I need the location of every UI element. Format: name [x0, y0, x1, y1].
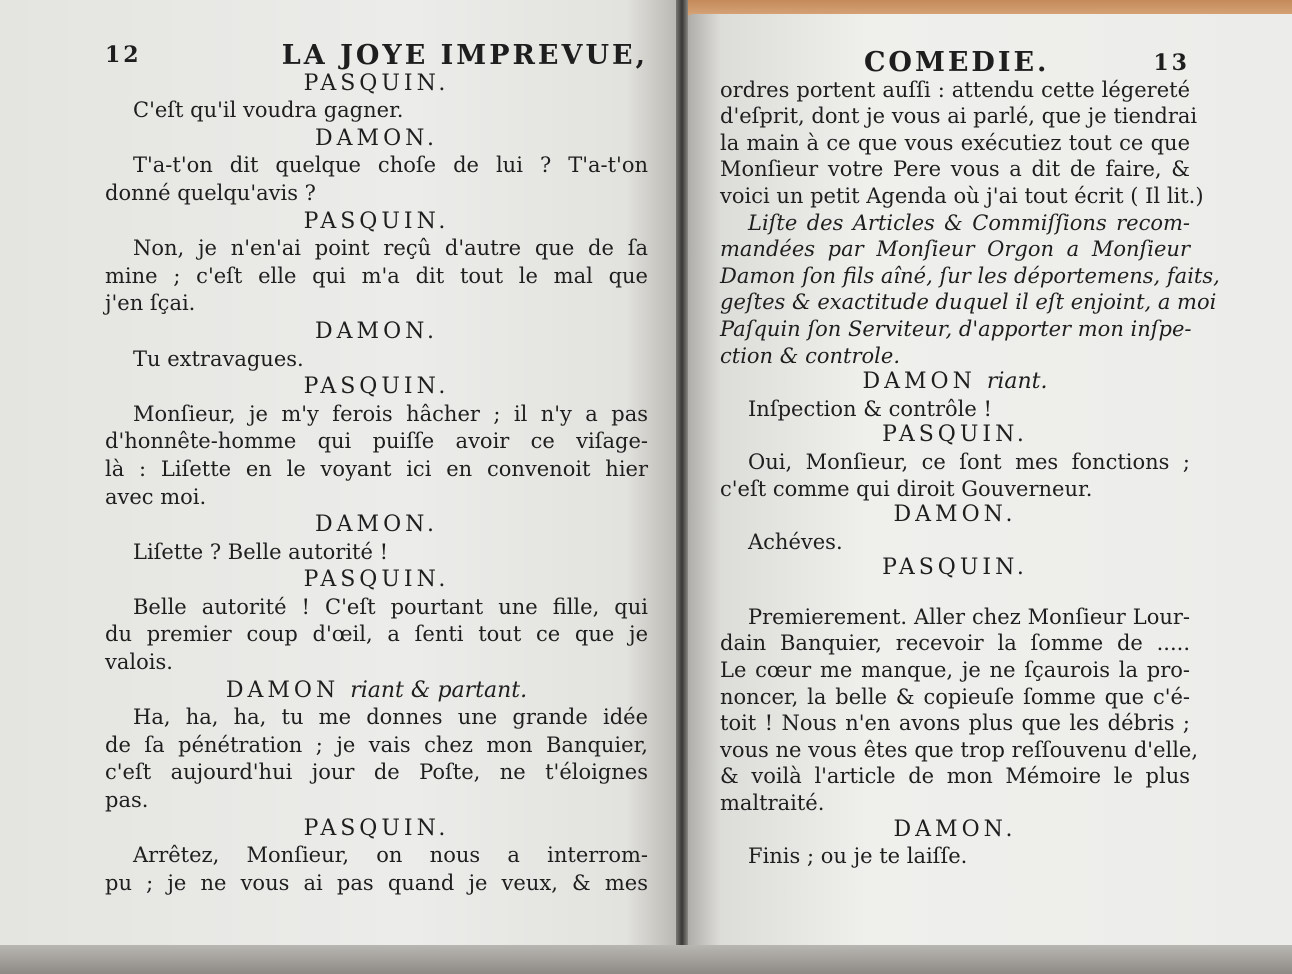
page-number: 12: [105, 42, 142, 68]
text-line: Ha, ha, ha, tu me donnes une grande idée: [133, 705, 648, 730]
running-title: COMEDIE.: [863, 47, 1050, 78]
text-line: dain Banquier, recevoir la ſomme de .....: [720, 631, 1190, 656]
text-line: Oui, Monſieur, ce ſont mes fonctions ;: [748, 449, 1190, 474]
text-line: vous ne vous êtes que trop reſſouvenu d'elle,: [720, 737, 1199, 762]
text-line: Monſieur votre Pere vous a dit de faire, &: [720, 157, 1190, 182]
text-line: noncer, la belle & copieuſe ſomme que c'é-: [720, 684, 1190, 709]
text-line: pas.: [105, 788, 149, 813]
text-line: là : Liſette en le voyant ici en convenoit hier: [105, 456, 648, 481]
stage-direction: riant & partant.: [350, 677, 528, 703]
speaker-label: PASQUIN.: [303, 374, 450, 400]
speaker-name: [105, 566, 648, 594]
text-line: d'honnête-homme qui puiſſe avoir ce viſage-: [105, 429, 648, 454]
text-line: Achéves.: [748, 529, 843, 554]
speaker-name: [105, 70, 648, 98]
text-line: Belle autorité ! C'eſt pourtant une fille, qui: [133, 594, 648, 619]
text-line: d'eſprit, dont je vous ai parlé, que je tiendrai: [720, 104, 1198, 129]
left-page-text: [105, 42, 648, 897]
speaker-label: DAMON: [862, 369, 976, 395]
speaker-name: [720, 369, 1190, 396]
text-line: valois.: [105, 650, 173, 675]
page-number: 13: [1153, 50, 1190, 76]
speaker-label: PASQUIN.: [882, 422, 1028, 448]
text-line: avec moi.: [105, 484, 207, 509]
book-gutter: [676, 0, 688, 974]
speaker-label: DAMON.: [893, 502, 1017, 528]
text-line: geſtes & exactitude duquel il eſt enjoint, a moi: [720, 290, 1217, 315]
text-line: Arrêtez, Monſieur, on nous a interrom-: [133, 843, 648, 868]
speaker-label: PASQUIN.: [303, 208, 450, 234]
text-line: de ſa pénétration ; je vais chez mon Banquier,: [105, 732, 648, 757]
text-line: j'en ſçai.: [105, 291, 196, 316]
text-line: T'a-t'on dit quelque choſe de lui ? T'a-t'on: [133, 153, 648, 178]
speaker-name: [105, 125, 648, 153]
speaker-label: DAMON.: [315, 125, 438, 151]
speaker-label: DAMON.: [893, 816, 1017, 842]
speaker-label: PASQUIN.: [303, 815, 450, 841]
speaker-name: [105, 677, 648, 705]
text-line: Paſquin ſon Serviteur, d'apporter mon inſpe-: [720, 316, 1192, 341]
text-line: ordres portent auſſi : attendu cette légereté: [720, 77, 1190, 102]
speaker-name: [105, 208, 648, 236]
speaker-label: DAMON.: [315, 512, 438, 538]
text-line: maltraité.: [720, 791, 825, 816]
right-page-text: [720, 47, 1220, 870]
speaker-label: PASQUIN.: [882, 555, 1028, 581]
text-line: c'eſt comme qui diroit Gouverneur.: [720, 476, 1093, 501]
speaker-name: [720, 817, 1190, 844]
speaker-name: [720, 555, 1190, 582]
speaker-name: [720, 502, 1190, 529]
text-line: mandées par Monſieur Orgon a Monſieur: [720, 237, 1190, 262]
speaker-label: DAMON.: [315, 318, 438, 344]
text-line: Monſieur, je m'y ferois hâcher ; il n'y a pas: [133, 401, 648, 426]
text-line: Inſpection & contrôle !: [748, 396, 992, 421]
text-line: la main à ce que vous exécutiez tout ce que: [720, 130, 1190, 155]
text-line: Tu extravagues.: [133, 346, 304, 371]
speaker-label: PASQUIN.: [303, 567, 450, 593]
text-line: C'eſt qu'il voudra gagner.: [133, 98, 404, 123]
text-line: du premier coup d'œil, a ſenti tout ce que je: [105, 622, 648, 647]
right-running-header: [720, 47, 1190, 78]
speaker-name: [105, 511, 648, 539]
stage-direction: riant.: [986, 369, 1048, 395]
text-line: ction & controle.: [720, 343, 900, 368]
text-line: Damon ſon fils aîné, ſur les déportemens, faits,: [720, 263, 1220, 288]
text-line: c'eſt aujourd'hui jour de Poſte, ne t'éloignes: [105, 760, 648, 785]
text-line: Le cœur me manque, je ne ſçaurois la pro-: [720, 658, 1190, 683]
text-line: mine ; c'eſt elle qui m'a dit tout le mal que: [105, 263, 648, 288]
speaker-label: DAMON: [225, 677, 340, 703]
text-line: Premierement. Aller chez Monſieur Lour-: [748, 604, 1190, 629]
speaker-name: [105, 318, 648, 346]
left-running-header: [105, 42, 648, 70]
text-line: Liſte des Articles & Commiſſions recom-: [748, 210, 1190, 235]
page-bottom-edge: [0, 945, 1292, 974]
text-line: toit ! Nous n'en avons plus que les débris ;: [720, 711, 1190, 736]
speaker-label: PASQUIN.: [303, 70, 450, 96]
text-line: Finis ; ou je te laiſſe.: [748, 844, 968, 869]
right-page: [684, 14, 1292, 950]
speaker-name: [105, 373, 648, 401]
speaker-name: [105, 815, 648, 843]
text-line: donné quelqu'avis ?: [105, 180, 316, 205]
text-line: Non, je n'en'ai point reçû d'autre que de ſa: [133, 236, 648, 261]
speaker-name: [720, 422, 1190, 449]
text-line: pu ; je ne vous ai pas quand je veux, & mes: [105, 870, 648, 895]
text-line: & voilà l'article de mon Mémoire le plus: [720, 764, 1190, 789]
text-line: voici un petit Agenda où j'ai tout écrit ( Il lit.): [720, 183, 1204, 208]
running-title: LA JOYE IMPREVUE,: [281, 40, 648, 71]
text-line: Liſette ? Belle autorité !: [133, 539, 389, 564]
